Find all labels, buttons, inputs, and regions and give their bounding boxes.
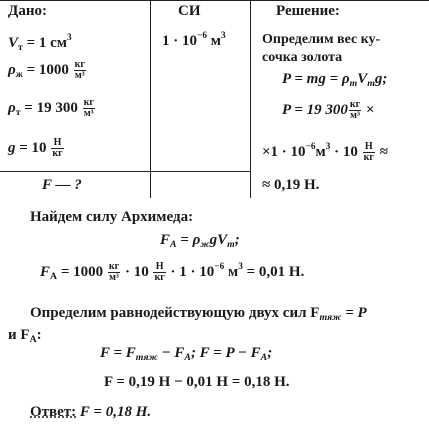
table-top-rule — [0, 0, 429, 1]
solution-weight-continuation: $\times 1 \cdot 10^{-6}м^3 \cdot 10$ $\frac{Н}{кг}$ ≈ — [262, 141, 388, 163]
answer-line: Ответ: F = 0,18 Н. — [30, 404, 152, 420]
resultant-heading-line2: и $F_A$: — [8, 327, 42, 345]
archimedes-heading: Найдем силу Архимеда: — [30, 209, 194, 225]
si-volume: $1 \cdot 10^{-6}$ $м^3$ — [162, 31, 226, 49]
solution-text-2: сочка золота — [262, 50, 343, 65]
given-liquid-density: $\rho_ж = 1000$ $\frac{кг}{\text{м³}}$ — [8, 59, 85, 81]
solution-header: Решение: — [276, 3, 340, 19]
resultant-formula: $F = F_{тяж} - F_A$; $F = P - F_A$; — [100, 345, 273, 363]
given-header: Дано: — [8, 3, 47, 19]
given-find: F — ? — [42, 177, 82, 193]
given-underline — [0, 171, 250, 172]
resultant-calculation: F = 0,19 Н − 0,01 Н = 0,18 Н. — [104, 374, 290, 390]
given-gravity: g = 10 $\frac{Н}{кг}$ — [8, 137, 63, 159]
solution-weight-formula: P = mg = $\rho_тV_тg$; — [282, 71, 388, 89]
given-volume: $V_т = 1$ $см^3$ — [8, 33, 72, 53]
si-header: СИ — [178, 3, 201, 19]
solution-weight-result: ≈ 0,19 Н. — [262, 177, 320, 193]
resultant-heading-line1: Определим равнодействующую двух сил $F_{тяж} = P$ — [30, 305, 367, 323]
solution-weight-substitution: P = 19 300 $\frac{кг}{\text{м³}}$ × — [282, 99, 375, 121]
archimedes-formula: $F_A = \rho_жgV_т$; — [160, 232, 240, 250]
solution-text-1: Определим вес ку- — [262, 32, 381, 47]
given-gold-density: $\rho_т = 19$ 300 $\frac{кг}{\text{м³}}$ — [8, 97, 94, 119]
given-divider — [150, 0, 151, 198]
archimedes-calculation: $F_A = 1000$ $\frac{кг}{\text{м³}}$ · 10 $\frac{Н}{кг}$ · $1 \cdot 10^{-6}$ $м^3 = 0,01$ Н. — [40, 261, 305, 283]
si-divider — [250, 0, 251, 198]
